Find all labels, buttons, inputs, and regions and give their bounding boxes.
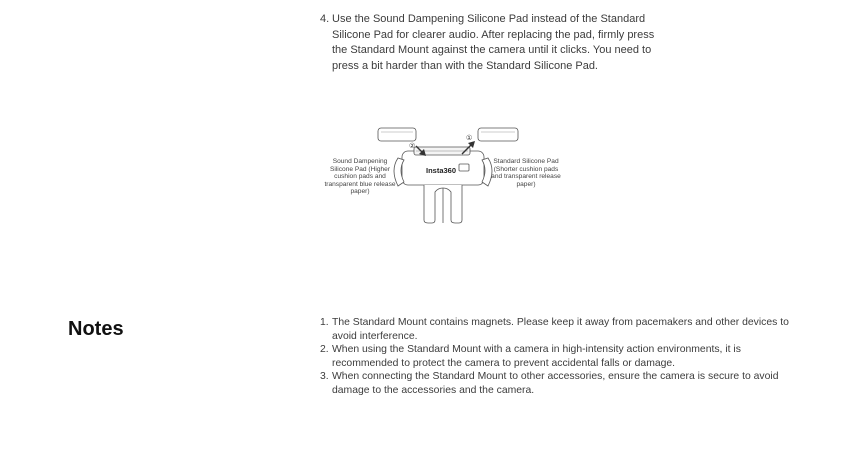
camera-screen-icon xyxy=(459,164,469,171)
step-text: Use the Sound Dampening Silicone Pad instead of the Standard Silicone Pad for clearer audio. After replacing the pad, firmly press the Standard Mount against the camera until it clicks. You need to press a bit harder than with the Standard Silicone Pad. xyxy=(332,13,655,72)
note-number: 1. xyxy=(320,317,329,328)
standard-pad-shape xyxy=(478,128,518,141)
instruction-step xyxy=(320,12,665,74)
sound-dampening-pad-shape xyxy=(378,128,416,141)
note-number: 3. xyxy=(320,371,329,382)
marker-1: ① xyxy=(466,134,473,142)
note-text: The Standard Mount contains magnets. Please keep it away from pacemakers and other devices to avoid interference. xyxy=(332,317,789,342)
list-item xyxy=(320,370,800,397)
marker-2: ② xyxy=(409,142,416,150)
sound-dampening-pad-caption: Sound Dampening Silicone Pad (Higher cushion pads and transparent blue release paper) xyxy=(324,158,396,196)
note-text: When using the Standard Mount with a camera in high-intensity action environments, it is recommended to protect the camera to prevent accidental falls or damage. xyxy=(332,344,741,369)
mount-diagram xyxy=(318,120,568,230)
standard-pad-caption: Standard Silicone Pad (Shorter cushion pads and transparent release paper) xyxy=(491,158,561,188)
note-number: 2. xyxy=(320,344,329,355)
list-item xyxy=(320,316,800,343)
notes-heading: Notes xyxy=(68,318,124,340)
notes-list xyxy=(320,316,800,397)
note-text: When connecting the Standard Mount to other accessories, ensure the camera is secure to avoid damage to the accessories and the camera. xyxy=(332,371,779,396)
step-number: 4. xyxy=(320,13,330,25)
camera-brand-logo: Insta360 xyxy=(426,166,457,175)
list-item xyxy=(320,343,800,370)
